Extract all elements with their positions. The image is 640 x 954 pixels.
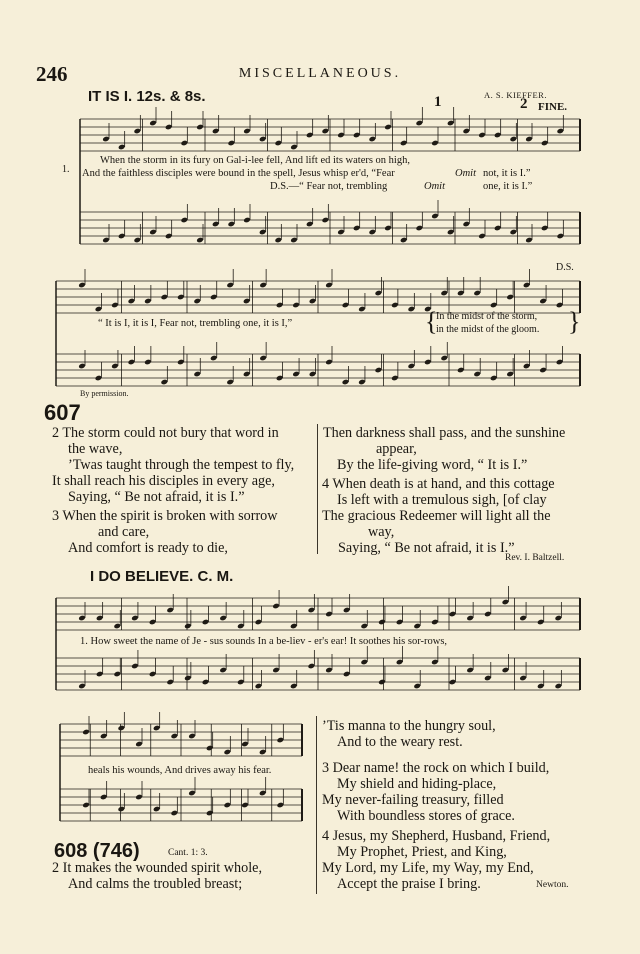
- verse-608-col2-line-1: ’Tis manna to the hungry soul,: [322, 718, 496, 734]
- verse-608-line-1: 2 It makes the wounded spirit whole,: [52, 860, 263, 876]
- verse-608-col2-line-4: My shield and hiding-place,: [337, 776, 497, 792]
- verse-607-line-3: ’Twas taught through the tempest to fly,: [68, 457, 295, 473]
- hymn-608-number: 608 (746): [54, 840, 140, 862]
- verse-607-col2-line-5: Is left with a tremulous sigh, [of clay: [337, 492, 547, 508]
- omit-tail-1: not, it is I.”: [483, 168, 531, 179]
- lyric-line-ds: D.S.—“ Fear not, trembling: [270, 181, 388, 192]
- column-divider: [317, 424, 318, 554]
- verse-608-col2-line-9: My Lord, my Life, my Way, my End,: [322, 860, 534, 876]
- page-number: 246: [36, 62, 68, 86]
- verse-607-line-4: It shall reach his disciples in every age,: [52, 473, 275, 489]
- verse-607-col2-line-8: Saying, “ Be not afraid, it is I.”: [338, 540, 515, 556]
- column-divider-2: [316, 716, 317, 894]
- verse-607-line-6: 3 When the spirit is broken with sorrow: [52, 508, 278, 524]
- verse-608-col2-line-3: 3 Dear name! the rock on which I build,: [322, 760, 550, 776]
- brace-right: }: [568, 307, 581, 336]
- verse-607-col2-line-1: Then darkness shall pass, and the sunshine: [323, 425, 566, 441]
- hymn-a-composer: A. S. KIEFFER.: [484, 90, 547, 100]
- verse-607-line-1: 2 The storm could not bury that word in: [52, 425, 279, 441]
- hymn-607-author: Rev. I. Baltzell.: [505, 553, 565, 563]
- verse-mark: 1.: [62, 164, 70, 175]
- lyric-line-2: And the faithless disciples were bound in the spell, Jesus whisp er'd, “Fear: [82, 168, 395, 179]
- hymn-608-reference: Cant. 1: 3.: [168, 848, 208, 858]
- verse-608-col2-line-10: Accept the praise I bring.: [337, 876, 481, 892]
- permission-note: By permission.: [80, 389, 129, 398]
- verse-607-line-5: Saying, “ Be not afraid, it is I.”: [68, 489, 245, 505]
- refrain-brace-line-2: in the midst of the gloom.: [436, 324, 540, 335]
- verse-607-col2-line-7: way,: [368, 524, 395, 540]
- verse-608-col2-line-7: 4 Jesus, my Shepherd, Husband, Friend,: [322, 828, 551, 844]
- verse-608-col2-line-8: My Prophet, Priest, and King,: [337, 844, 507, 860]
- verse-607-line-2: the wave,: [68, 441, 123, 457]
- volta-2-label: 2: [520, 96, 528, 112]
- verse-607-col2-line-2: appear,: [376, 441, 417, 457]
- brace-left: {: [425, 307, 438, 336]
- hymn-b-lyric-line-2: heals his wounds, And drives away his fear.: [88, 765, 272, 776]
- fine-marking: FINE.: [538, 101, 568, 113]
- running-head: MISCELLANEOUS.: [238, 66, 402, 81]
- volta-1-label: 1: [434, 94, 442, 110]
- verse-607-line-7: and care,: [98, 524, 150, 540]
- omit-word-2: Omit: [424, 181, 445, 192]
- lyric-line-1: When the storm in its fury on Gal-i-lee fell, And lift ed its waters on high,: [100, 155, 410, 166]
- hymn-a-title: IT IS I. 12s. & 8s.: [88, 88, 206, 105]
- verse-608-col2-line-5: My never-failing treasury, filled: [322, 792, 504, 808]
- verse-607-col2-line-3: By the life-giving word, “ It is I.”: [337, 457, 528, 473]
- omit-tail-2: one, it is I.”: [483, 181, 533, 192]
- verse-607-col2-line-6: The gracious Redeemer will light all the: [322, 508, 551, 524]
- refrain-brace-line-1: In the midst of the storm,: [436, 311, 538, 322]
- hymn-607-number: 607: [44, 400, 81, 425]
- hymn-b-lyric-line: 1. How sweet the name of Je - sus sounds In a be-liev - er's ear! It soothes his sor-rows,: [80, 636, 448, 647]
- verse-607-line-8: And comfort is ready to die,: [68, 540, 228, 556]
- verse-608-col2-line-2: And to the weary rest.: [337, 734, 463, 750]
- verse-608-line-2: And calms the troubled breast;: [68, 876, 243, 892]
- refrain-line: “ It is I, it is I, Fear not, trembling one, it is I,”: [98, 318, 293, 329]
- hymn-b-title: I DO BELIEVE. C. M.: [90, 568, 234, 585]
- hymn-608-author: Newton.: [536, 880, 569, 890]
- verse-608-col2-line-6: With boundless stores of grace.: [337, 808, 515, 824]
- omit-word-1: Omit: [455, 168, 476, 179]
- ds-marking: D.S.: [556, 262, 574, 273]
- verse-607-col2-line-4: 4 When death is at hand, and this cottage: [322, 476, 555, 492]
